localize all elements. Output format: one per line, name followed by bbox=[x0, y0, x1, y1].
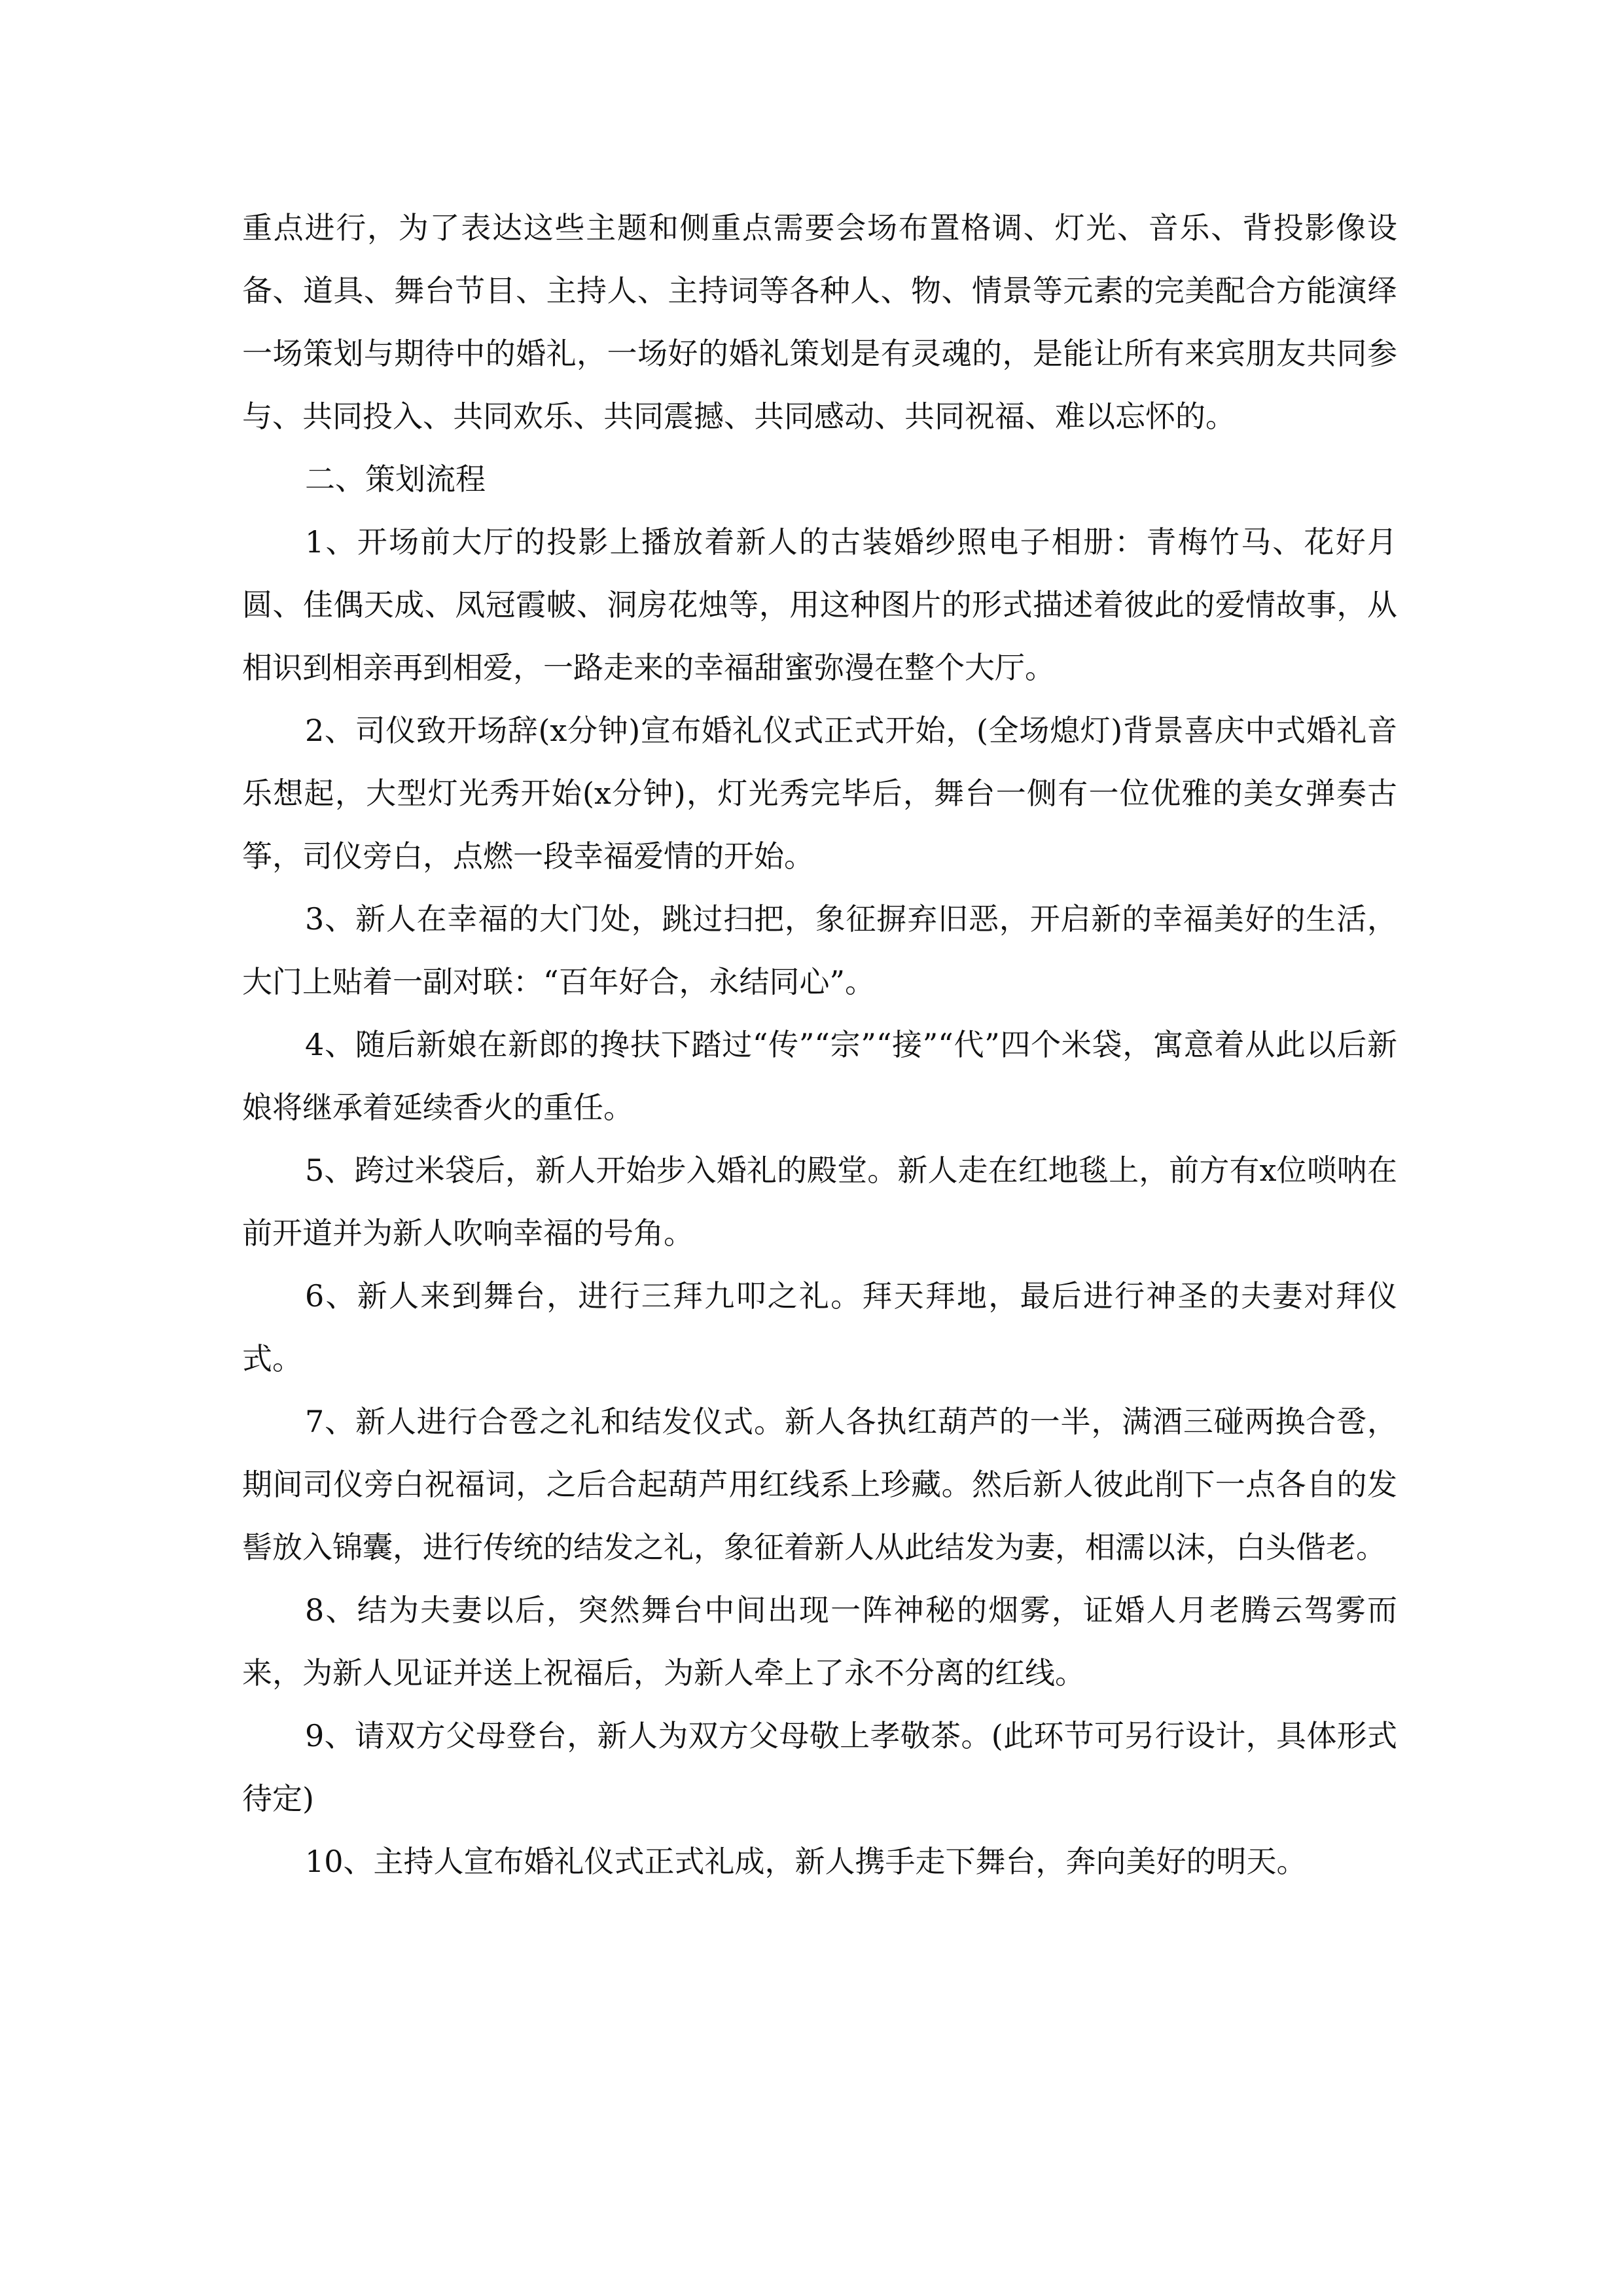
step-paragraph-8: 8、结为夫妻以后，突然舞台中间出现一阵神秘的烟雾，证婚人月老腾云驾雾而来，为新人见证并送上祝福后，为新人牵上了永不分离的红线。 bbox=[242, 1592, 1397, 1691]
step-paragraph-9: 9、请双方父母登台，新人为双方父母敬上孝敬茶。(此环节可另行设计，具体形式待定) bbox=[242, 1718, 1397, 1816]
step-paragraph-6: 6、新人来到舞台，进行三拜九叩之礼。拜天拜地，最后进行神圣的夫妻对拜仪式。 bbox=[242, 1278, 1397, 1376]
step-paragraph-4: 4、随后新娘在新郎的搀扶下踏过“传”“宗”“接”“代”四个米袋，寓意着从此以后新娘将继承着延续香火的重任。 bbox=[242, 1027, 1397, 1125]
intro-paragraph: 重点进行，为了表达这些主题和侧重点需要会场布置格调、灯光、音乐、背投影像设备、道具、舞台节目、主持人、主持词等各种人、物、情景等元素的完美配合方能演绎一场策划与期待中的婚礼，一场好的婚礼策划是有灵魂的，是能让所有来宾朋友共同参与、共同投入、共同欢乐、共同震撼、共同感动、共同祝福、难以忘怀的。 bbox=[242, 210, 1397, 434]
section-heading: 二、策划流程 bbox=[305, 461, 486, 497]
step-paragraph-10: 10、主持人宣布婚礼仪式正式礼成，新人携手走下舞台，奔向美好的明天。 bbox=[305, 1844, 1307, 1879]
document-page bbox=[242, 196, 1397, 1893]
step-paragraph-2: 2、司仪致开场辞(x分钟)宣布婚礼仪式正式开始，(全场熄灯)背景喜庆中式婚礼音乐想起，大型灯光秀开始(x分钟)，灯光秀完毕后，舞台一侧有一位优雅的美女弹奏古筝，司仪旁白，点燃一段幸福爱情的开始。 bbox=[242, 713, 1397, 874]
step-paragraph-3: 3、新人在幸福的大门处，跳过扫把，象征摒弃旧恶，开启新的幸福美好的生活，大门上贴着一副对联：“百年好合，永结同心”。 bbox=[242, 901, 1397, 999]
step-paragraph-5: 5、跨过米袋后，新人开始步入婚礼的殿堂。新人走在红地毯上，前方有x位唢呐在前开道并为新人吹响幸福的号角。 bbox=[242, 1153, 1397, 1251]
step-paragraph-1: 1、开场前大厅的投影上播放着新人的古装婚纱照电子相册：青梅竹马、花好月圆、佳偶天成、凤冠霞帔、洞房花烛等，用这种图片的形式描述着彼此的爱情故事，从相识到相亲再到相爱，一路走来的幸福甜蜜弥漫在整个大厅。 bbox=[242, 524, 1397, 685]
step-paragraph-7: 7、新人进行合卺之礼和结发仪式。新人各执红葫芦的一半，满酒三碰两换合卺，期间司仪旁白祝福词，之后合起葫芦用红线系上珍藏。然后新人彼此削下一点各自的发髻放入锦囊，进行传统的结发之礼，象征着新人从此结发为妻，相濡以沫，白头偕老。 bbox=[242, 1404, 1397, 1565]
